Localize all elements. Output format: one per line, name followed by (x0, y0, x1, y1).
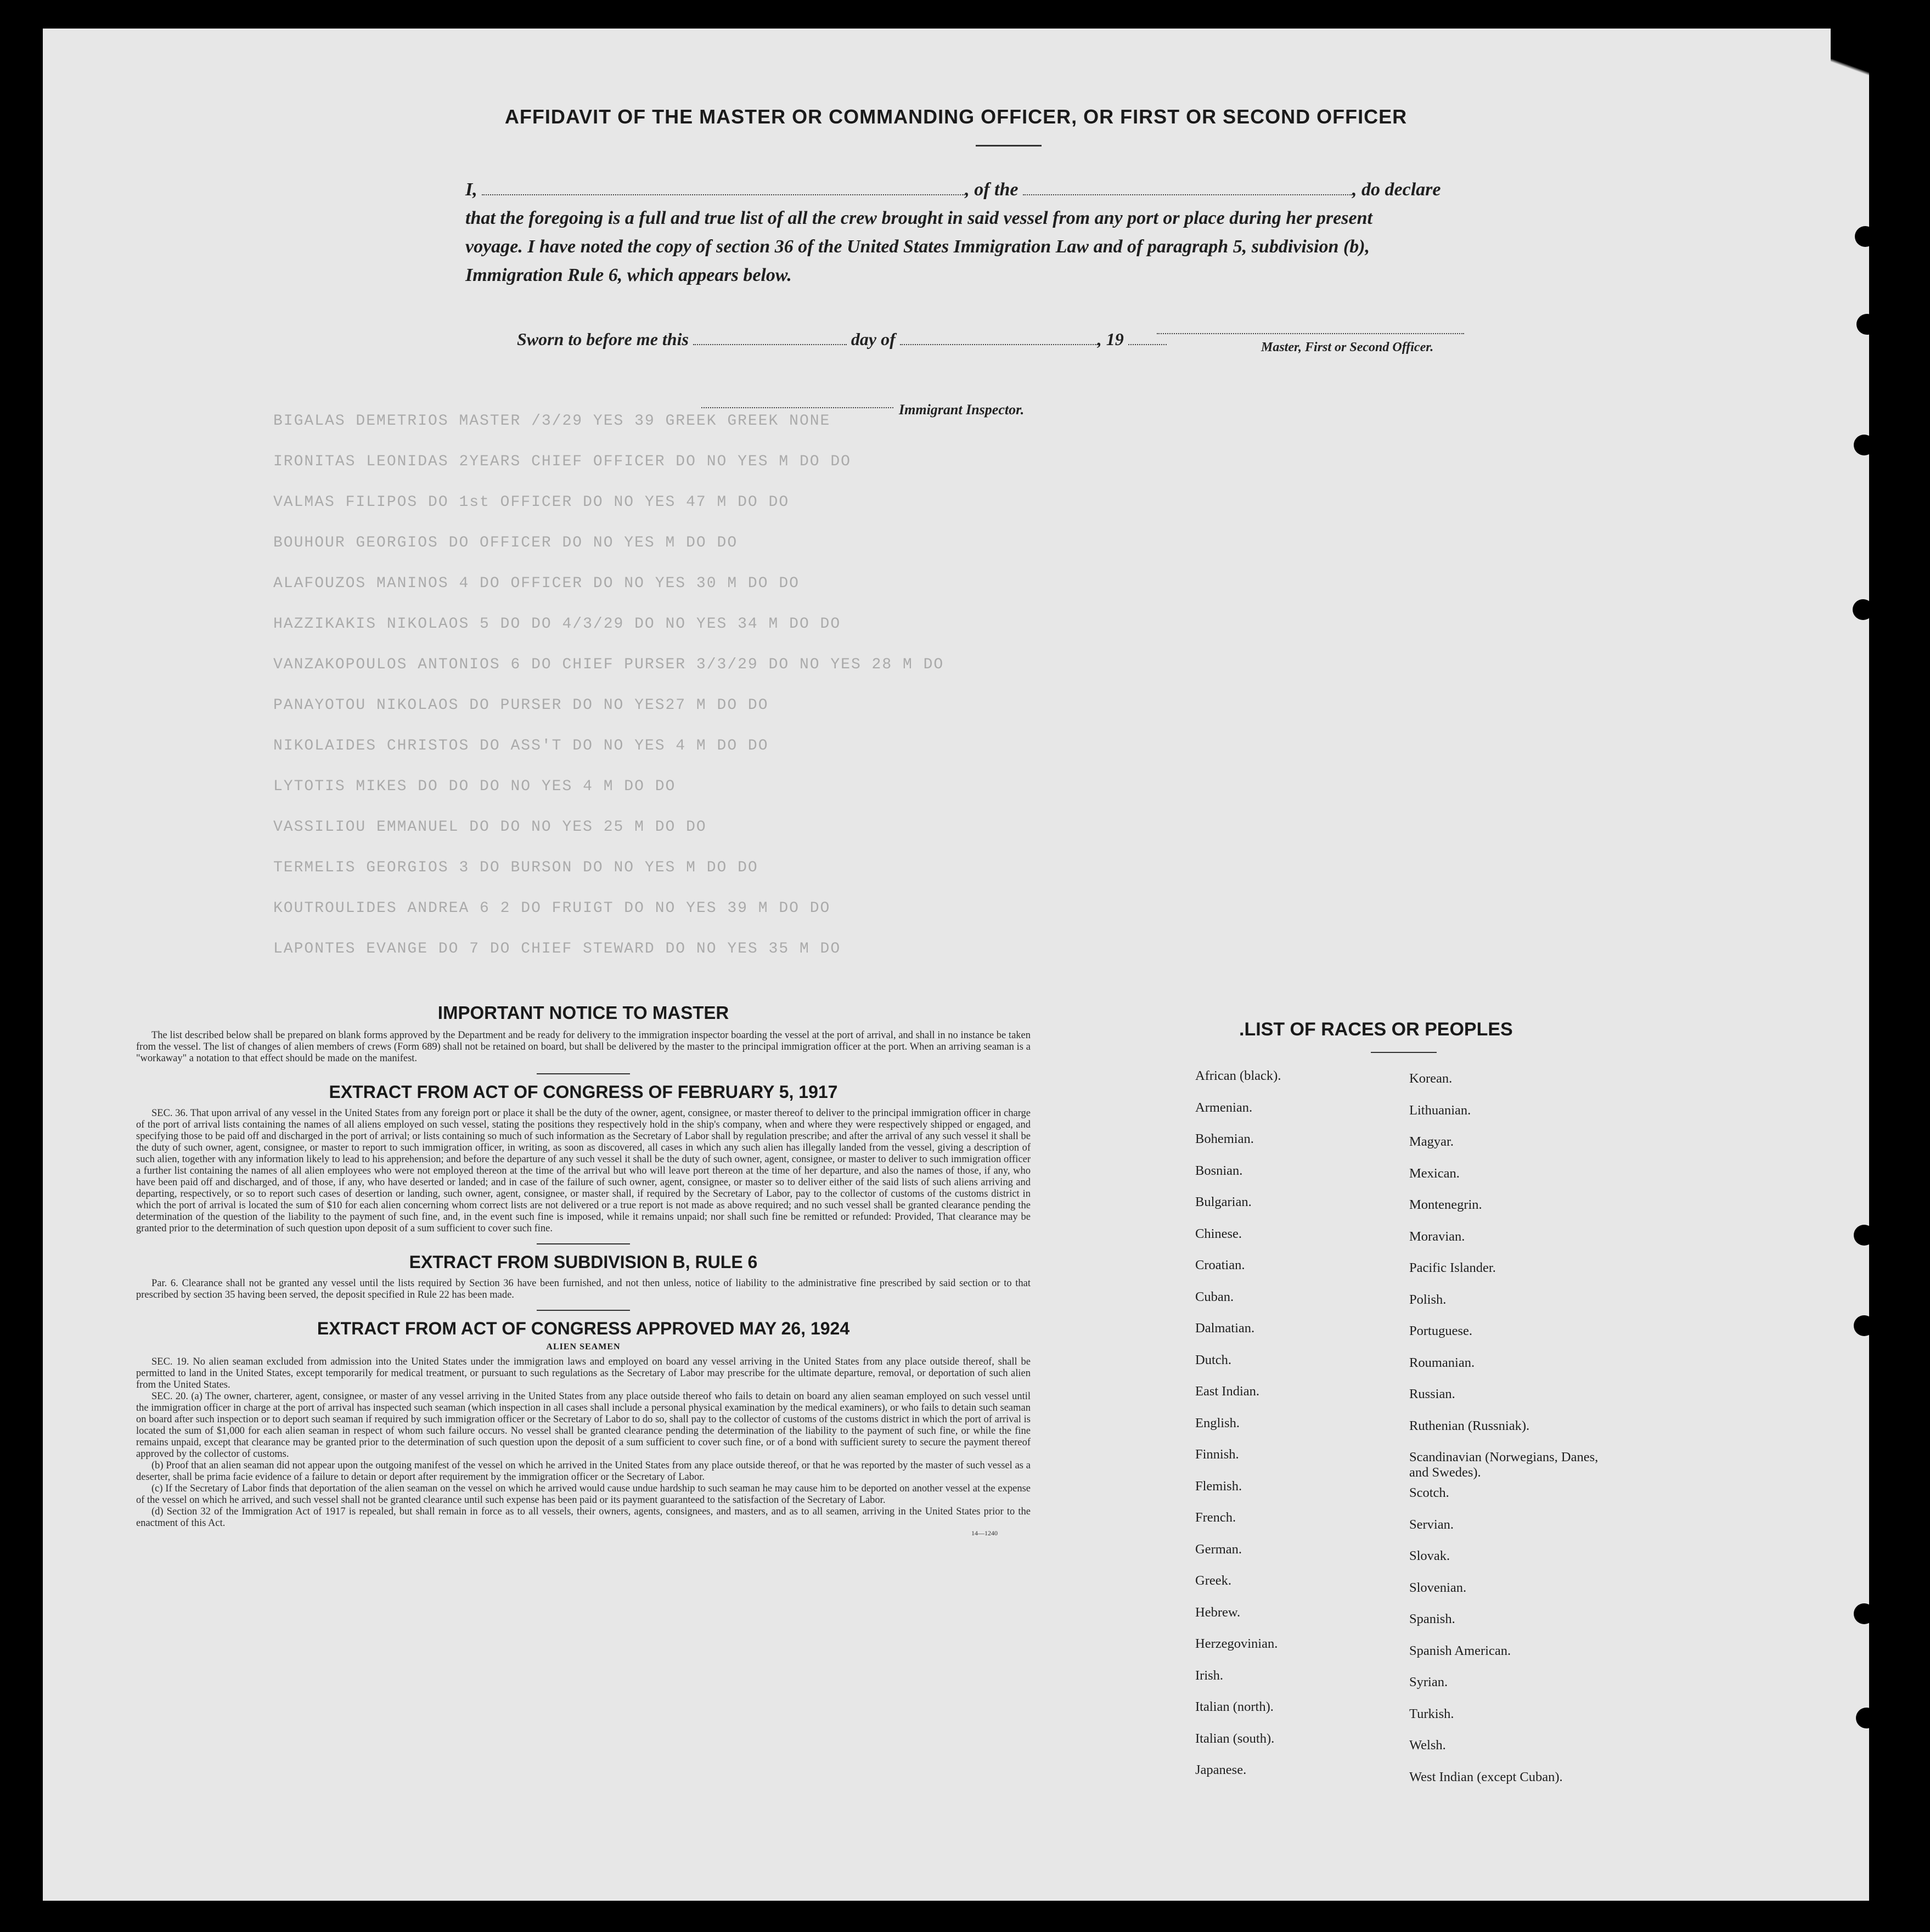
declarant-prefix: I, (465, 179, 477, 200)
extract-rule6-paragraph: Par. 6. Clearance shall not be granted any vessel until the lists required by Section 36 have been furnished, and not then unless, notice of liability to the administrative fine prescribed by said section or to that prescribed by section 35 having been served, the deposit specified in Rule 22 has been made. (136, 1278, 1031, 1300)
section-divider (537, 1073, 630, 1074)
of-the-text: , of the (965, 179, 1019, 200)
signature-line (1157, 333, 1464, 334)
race-item: Bohemian. (1195, 1131, 1254, 1146)
bleed-row: ALAFOUZOS MANINOS 4 DO OFFICER DO NO YES 30 M DO DO (273, 575, 800, 592)
race-item: Italian (north). (1195, 1699, 1274, 1714)
affidavit-title: AFFIDAVIT OF THE MASTER OR COMMANDING OFFICER, OR FIRST OR SECOND OFFICER (504, 105, 1408, 128)
race-item: Ruthenian (Russniak). (1409, 1418, 1530, 1433)
race-item: French. (1195, 1510, 1236, 1525)
section-divider (537, 1243, 630, 1244)
bleed-row: TERMELIS GEORGIOS 3 DO BURSON DO NO YES M DO DO (273, 859, 758, 876)
legal-column (136, 1002, 1031, 1537)
vessel-name-blank (1023, 194, 1352, 195)
race-item: West Indian (except Cuban). (1409, 1769, 1563, 1784)
bleed-row: KOUTROULIDES ANDREA 6 2 DO FRUIGT DO NO YES 39 M DO DO (273, 900, 831, 917)
bleed-row: BOUHOUR GEORGIOS DO OFFICER DO NO YES M DO DO (273, 534, 738, 551)
races-right-column (1409, 1071, 1618, 1801)
race-item: Croatian. (1195, 1258, 1245, 1272)
notice-heading: IMPORTANT NOTICE TO MASTER (437, 1002, 729, 1023)
inspector-caption: Immigrant Inspector. (899, 402, 1025, 418)
title-underline (976, 145, 1042, 147)
signature-caption: Master, First or Second Officer. (1261, 340, 1434, 354)
extract-1924-paragraph: SEC. 19. No alien seaman excluded from admission into the United States under the immigration laws and employed on board any vessel arriving in the United States from any place outside thereof, shall be permitted to land in the United States, except temporarily for medical treatment, or pursuant to such regulations as the Secretary of Labor may prescribe for the ultimate departure, removal, or deportation of such alien from the United States. (136, 1356, 1031, 1390)
race-item: Welsh. (1409, 1738, 1446, 1753)
race-item: Herzegovinian. (1195, 1636, 1278, 1651)
race-item: Slovenian. (1409, 1580, 1467, 1595)
bleed-row: BIGALAS DEMETRIOS MASTER /3/29 YES 39 GREEK GREEK NONE (273, 413, 831, 430)
race-item: Pacific Islander. (1409, 1260, 1496, 1275)
race-item: Portuguese. (1409, 1323, 1472, 1338)
bleed-row: IRONITAS LEONIDAS 2YEARS CHIEF OFFICER DO NO YES M DO DO (273, 453, 851, 470)
race-item: Cuban. (1195, 1289, 1234, 1304)
race-item: Mexican. (1409, 1165, 1460, 1181)
extract-1924-paragraph: (c) If the Secretary of Labor finds that deportation of the alien seaman on the vessel on which he arrived would cause undue hardship to such seaman he may cause him to be deported on another vessel at the expense of the vessel on which he arrived, and such vessel shall not be granted clearance until such expense has been paid or its payment guaranteed to the satisfaction of the Secretary of Labor. (136, 1483, 1031, 1506)
race-item: English. (1195, 1415, 1240, 1430)
bleed-row: NIKOLAIDES CHRISTOS DO ASS'T DO NO YES 4 M DO DO (273, 737, 769, 754)
punch-hole (1854, 1225, 1869, 1246)
race-item: Turkish. (1409, 1706, 1454, 1721)
affidavit-declaration (465, 176, 1552, 290)
affidavit-page (43, 29, 1869, 1901)
races-left-column (1195, 1068, 1281, 1794)
page-corner-fold (1831, 29, 1869, 105)
sworn-day-text: day of (851, 329, 896, 349)
declaration-line-4: Immigration Rule 6, which appears below. (465, 265, 792, 285)
extract-rule6-body (136, 1278, 1031, 1301)
declaration-line-1 (465, 176, 1552, 204)
inspector-line (701, 407, 893, 408)
races-underline (1371, 1052, 1437, 1053)
race-item: Dutch. (1195, 1352, 1231, 1367)
race-item: Italian (south). (1195, 1731, 1275, 1746)
race-item: Slovak. (1409, 1548, 1450, 1563)
sworn-date-blank (693, 344, 847, 345)
bleed-row: PANAYOTOU NIKOLAOS DO PURSER DO NO YES27 M DO DO (273, 697, 769, 714)
race-item: Irish. (1195, 1668, 1224, 1683)
race-item: Russian. (1409, 1387, 1455, 1401)
race-item: Spanish. (1409, 1612, 1455, 1626)
race-item: Roumanian. (1409, 1355, 1475, 1370)
sworn-month-blank (900, 344, 1098, 345)
race-item: Armenian. (1195, 1100, 1253, 1115)
declaration-line-2: that the foregoing is a full and true list of all the crew brought in said vessel from any port or place during her present (465, 208, 1372, 228)
punch-hole (1853, 599, 1869, 620)
race-item: Moravian. (1409, 1229, 1465, 1244)
race-item: German. (1195, 1541, 1242, 1557)
extract-1924-paragraph: (d) Section 32 of the Immigration Act of 1917 is repealed, but shall remain in force as to all vessels, their owners, agents, consignees, and masters, and as to all seamen, arriving in the United States prior to the enactment of this Act. (136, 1506, 1031, 1529)
extract-1924-body (136, 1356, 1031, 1529)
notice-body (136, 1030, 1031, 1064)
extract-1924-paragraph: SEC. 20. (a) The owner, charterer, agent, consignee, or master of any vessel arriving in the United States from any place outside thereof who fails to detain on board any alien seaman employed on such vessel until the immigration officer in charge at the port of arrival has inspected such seaman (which inspection in all cases shall include a personal physical examination by the medical examiners), or who fails to detain such seaman on board after such inspection or to deport such seaman if required by such immigration officer or the Secretary of Labor to do so, shall pay to the collector of customs of the customs district in which the port of arrival is located the sum of $1,000 for each alien seaman in respect of whom such failure occurs. No vessel shall be granted clearance pending the determination of the liability to the payment of such fine, or while the fine remains unpaid, except that clearance may be granted prior to the determination of such question upon the deposit of a sum sufficient to cover such fine, or of a bond with sufficient surety to secure the payment thereof approved by the collector of customs. (136, 1391, 1031, 1460)
race-item: Bulgarian. (1195, 1195, 1252, 1209)
race-item: Chinese. (1195, 1226, 1242, 1241)
race-item: Dalmatian. (1195, 1321, 1255, 1336)
sworn-line (517, 329, 1167, 350)
race-item: Korean. (1409, 1071, 1453, 1086)
race-item: Flemish. (1195, 1478, 1242, 1494)
bleed-row: LAPONTES EVANGE DO 7 DO CHIEF STEWARD DO NO YES 35 M DO (273, 940, 841, 957)
race-item: Hebrew. (1195, 1604, 1241, 1620)
punch-hole (1854, 1315, 1869, 1336)
race-item: Scandinavian (Norwegians, Danes, and Swedes). (1409, 1450, 1599, 1480)
race-item: Servian. (1409, 1517, 1454, 1532)
punch-hole (1855, 226, 1869, 247)
extract-1917-paragraph: SEC. 36. That upon arrival of any vessel in the United States from any foreign port or place it shall be the duty of the owner, agent, consignee, or master thereof to deliver to the principal immigration officer in charge of the port of arrival lists containing the names of all aliens employed on such vessel, stating the positions they respectively hold in the ship's company, when and where they were respectively shipped or engaged, and specifying those to be paid off and discharged in the port of arrival; or lists containing so much of such information as the Secretary of Labor shall by regulation prescribe; and after the arrival of any such vessel it shall be the duty of such owner, agent, consignee, or master to report to such immigration officer, in writing, as soon as discovered, all cases in which any such alien has illegally landed from the vessel, giving a description of such alien, together with any information likely to lead to his apprehension; and before the departure of any such vessel it shall be the duty of such owner, agent, consignee, or master to deliver to such immigration officer a further list containing the names of all alien employees who were not employed thereon at the time of the arrival but who will leave port thereon at the time of her departure, and also the names of those, if any, who have been paid off and discharged, and of those, if any, who have deserted or landed; and in case of the failure of such owner, agent, consignee, or master so to deliver either of the said lists of such aliens arriving and departing, respectively, or so to report such cases of desertion or landing, such owner, agent, consignee, or master shall, if required by the Secretary of Labor, pay to the collector of customs of the customs district in which the port of arrival is located the sum of $10 for each alien concerning whom correct lists are not delivered or a true report is not made as above required; and no such vessel shall be granted clearance pending the determination of the question of the liability to the payment of such fine, and, in the event such fine is imposed, while it remains unpaid; nor shall such fine be remitted or refunded: Provided, That clearance may be granted prior to the determination of such question upon deposit of a sum sufficient to cover such fine. (136, 1108, 1031, 1234)
punch-hole (1854, 435, 1869, 455)
race-item: Montenegrin. (1409, 1197, 1482, 1212)
bleed-row: VALMAS FILIPOS DO 1st OFFICER DO NO YES 47 M DO DO (273, 494, 790, 511)
race-item: African (black). (1195, 1068, 1281, 1083)
race-item: Scotch. (1409, 1485, 1449, 1500)
bleed-through-manifest (273, 413, 1843, 957)
extract-1924-heading: EXTRACT FROM ACT OF CONGRESS APPROVED MAY 26, 1924 (317, 1319, 850, 1338)
bleed-row: HAZZIKAKIS NIKOLAOS 5 DO DO 4/3/29 DO NO YES 34 M DO DO (273, 616, 841, 633)
sworn-prefix: Sworn to before me this (517, 329, 689, 349)
declarant-name-blank (482, 194, 965, 195)
race-item: Japanese. (1195, 1762, 1247, 1777)
bleed-row: VANZAKOPOULOS ANTONIOS 6 DO CHIEF PURSER 3/3/29 DO NO YES 28 M DO (273, 656, 944, 673)
race-item: Bosnian. (1195, 1163, 1243, 1178)
declaration-line-3: voyage. I have noted the copy of section 36 of the United States Immigration Law and of paragraph 5, subdivision (b), (465, 236, 1370, 257)
extract-1917-heading: EXTRACT FROM ACT OF CONGRESS OF FEBRUARY 5, 1917 (329, 1082, 838, 1102)
bleed-row: VASSILIOU EMMANUEL DO DO NO YES 25 M DO DO (273, 819, 707, 836)
notice-paragraph: The list described below shall be prepared on blank forms approved by the Department and be ready for delivery to the immigration inspector boarding the vessel at the port of arrival, and shall in no instance be taken from the vessel. The list of changes of alien members of crews (Form 689) shall not be retained on board, but shall be delivered by the master to the principal immigration officer at the port. When an arriving seaman is a "workaway" a notation to that effect should be made on the manifest. (136, 1030, 1031, 1064)
bleed-row: LYTOTIS MIKES DO DO DO NO YES 4 M DO DO (273, 778, 676, 795)
sworn-year-text: , 19 (1097, 329, 1124, 349)
punch-hole (1854, 1603, 1869, 1624)
race-item: Polish. (1409, 1292, 1447, 1307)
race-item: Finnish. (1195, 1447, 1239, 1462)
race-item: Greek. (1195, 1573, 1231, 1588)
race-item: Syrian. (1409, 1675, 1448, 1689)
extract-rule6-heading: EXTRACT FROM SUBDIVISION B, RULE 6 (409, 1252, 758, 1272)
race-item: Magyar. (1409, 1134, 1454, 1149)
race-item: East Indian. (1195, 1384, 1260, 1399)
punch-hole (1856, 314, 1869, 335)
extract-1924-paragraph: (b) Proof that an alien seaman did not appear upon the outgoing manifest of the vessel on which he arrived in the United States from any place outside thereof, or that he was reported by the master of such vessel as a deserter, shall be prima facie evidence of a failure to detain or deport after requirement by the immigration officer or the Secretary of Labor. (136, 1460, 1031, 1483)
sworn-year-blank (1128, 344, 1167, 345)
race-item: Lithuanian. (1409, 1102, 1471, 1118)
section-divider (537, 1310, 630, 1311)
extract-1917-body (136, 1108, 1031, 1235)
extract-1924-subheading: ALIEN SEAMEN (546, 1342, 621, 1351)
race-item: Spanish American. (1409, 1643, 1511, 1658)
do-declare-text: , do declare (1352, 179, 1441, 200)
form-number: 14—1240 (971, 1529, 998, 1537)
races-heading: .LIST OF RACES OR PEOPLES (1239, 1019, 1513, 1040)
punch-hole (1856, 1708, 1869, 1728)
